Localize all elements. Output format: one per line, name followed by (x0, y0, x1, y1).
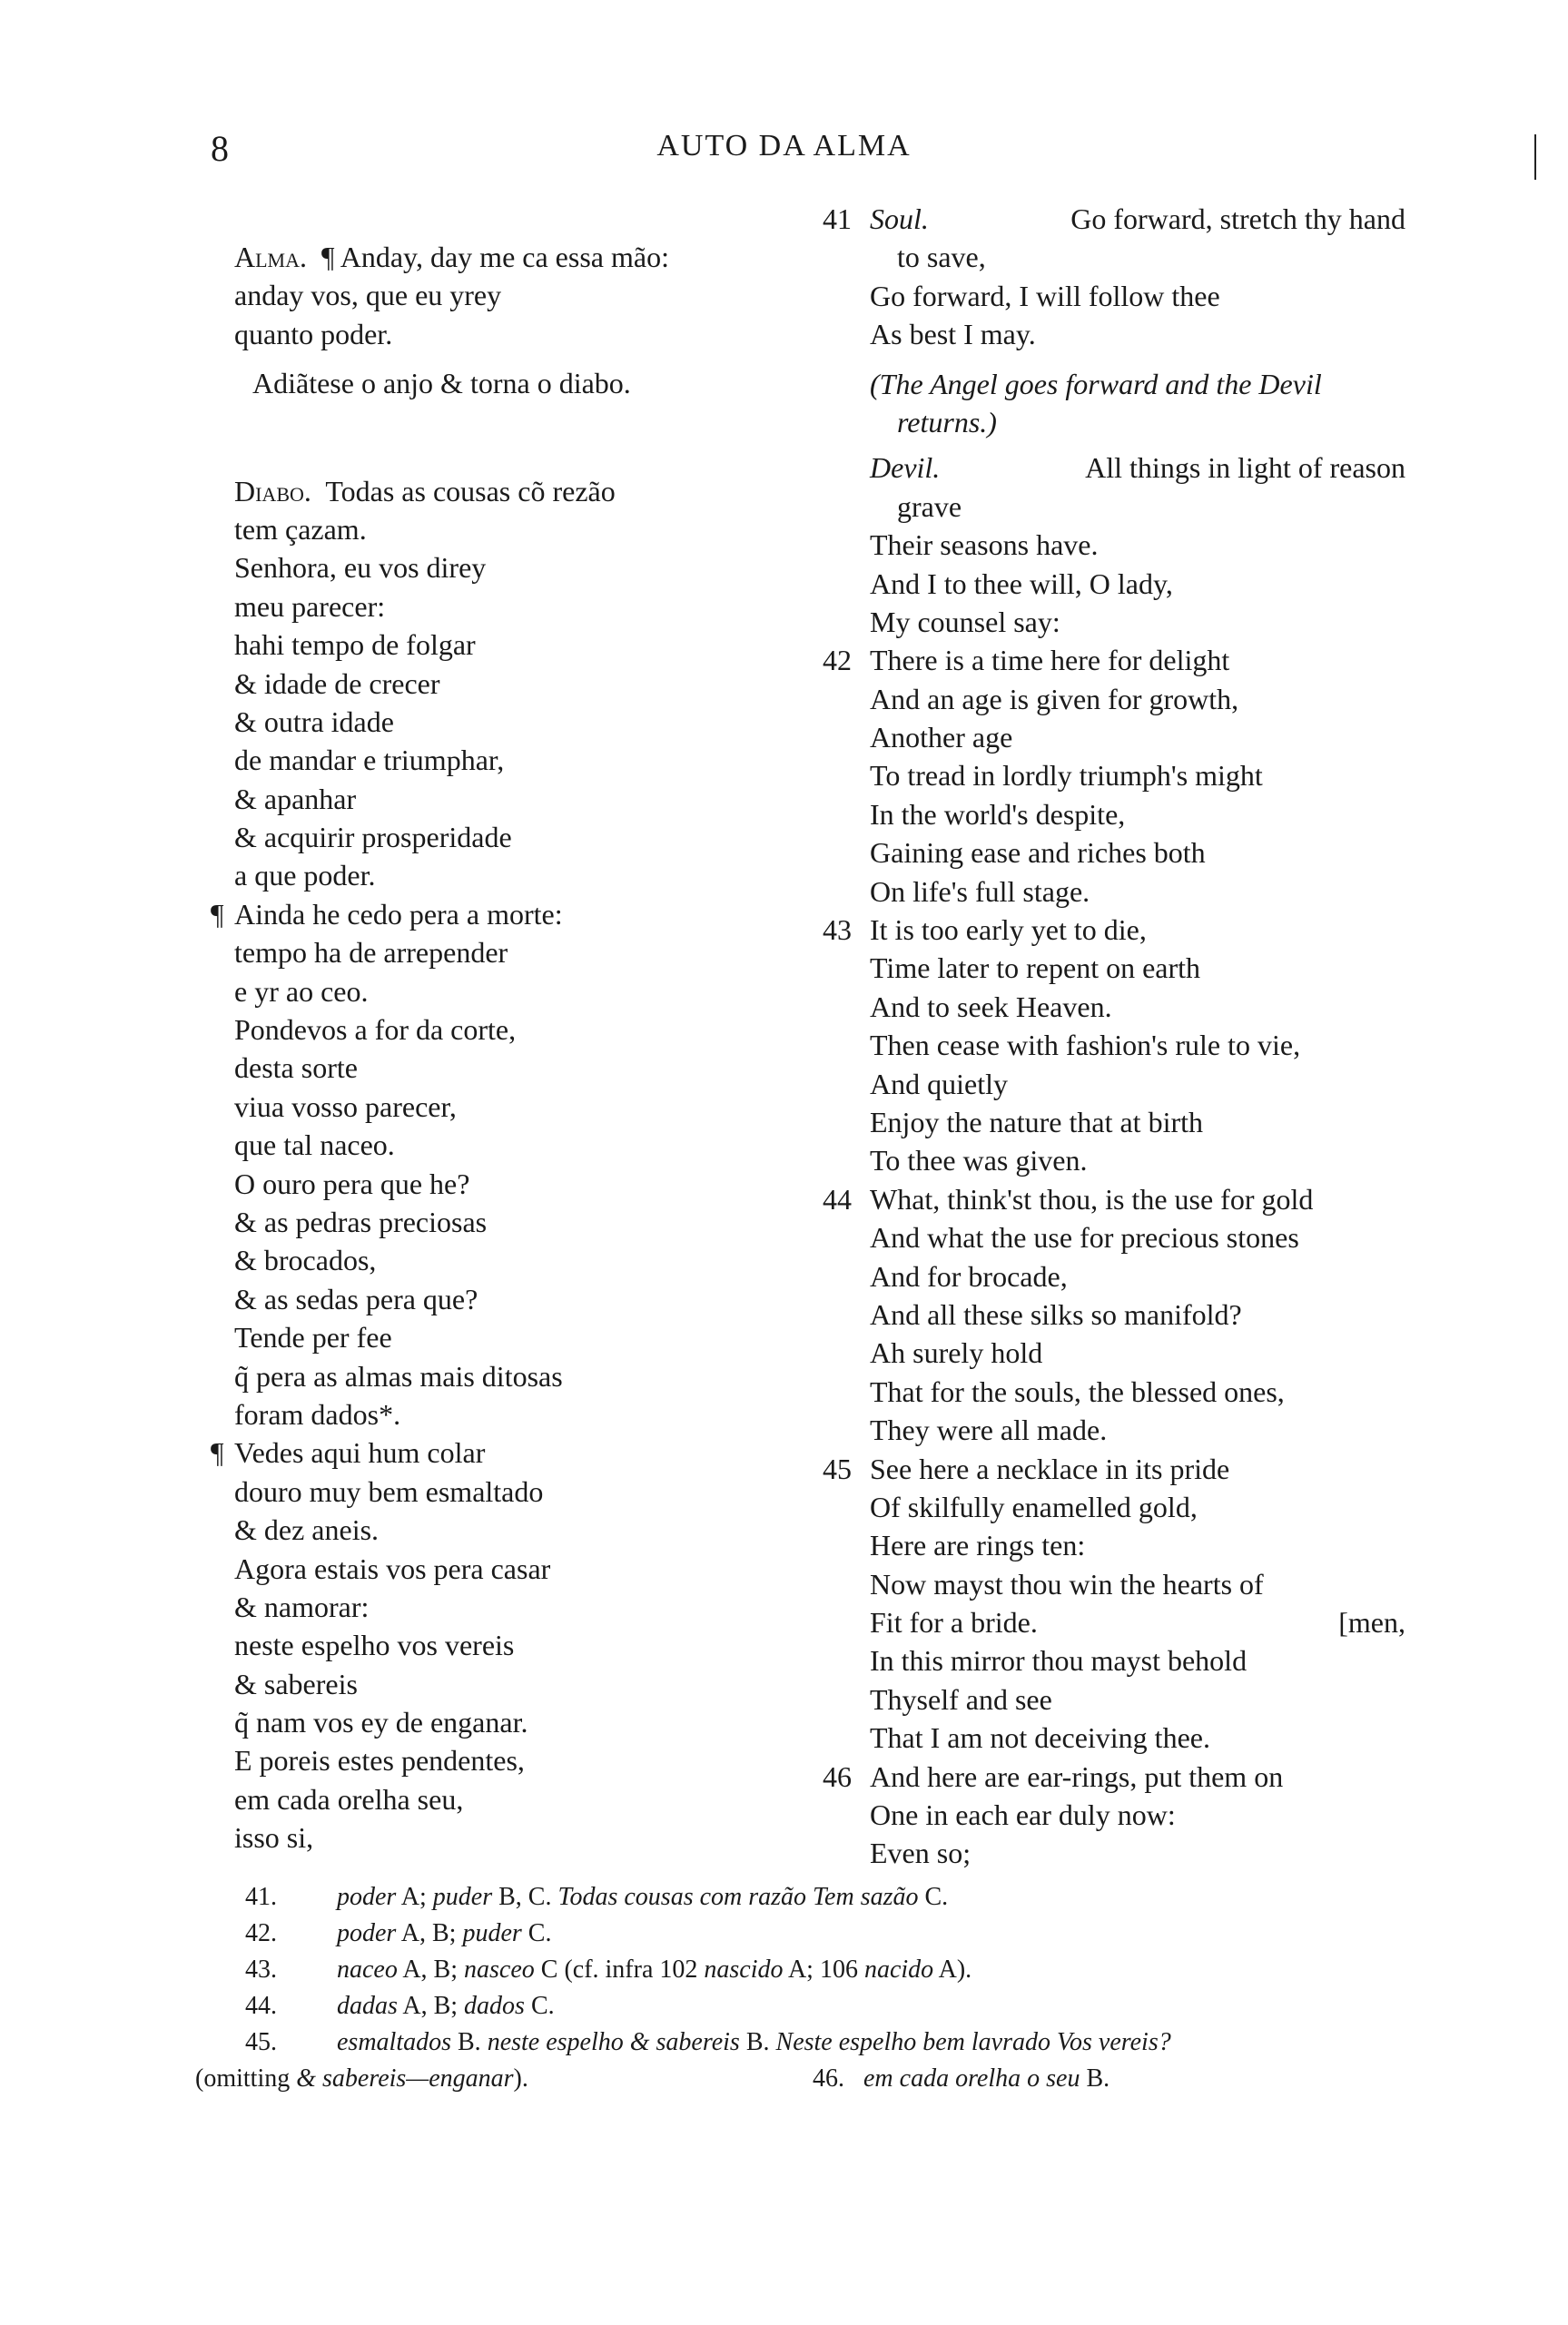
verse-line: de mandar e triumphar, (234, 744, 505, 777)
verse-line: e yr ao ceo. (234, 974, 369, 1008)
footnote-text: A). (933, 1956, 972, 1984)
footnote (195, 2025, 1412, 2061)
verse-line (234, 238, 815, 276)
verse-line: isso si, (234, 1821, 314, 1855)
verse-line: desta sorte (234, 1051, 358, 1085)
verse-line: a que poder. (234, 859, 376, 892)
footnote-text: C. (918, 1883, 949, 1911)
edge-mark (1534, 134, 1536, 180)
footnote-text: C. (521, 1919, 552, 1947)
verse-line (823, 1758, 1405, 1796)
stanza-number: 46 (823, 1759, 852, 1793)
verse-line: anday vos, que eu yrey (234, 279, 502, 312)
footnote (195, 1879, 1412, 1916)
speaker-alma: Alma. (234, 241, 307, 273)
verse-line: And all these silks so manifold? (870, 1297, 1242, 1331)
verse-line: & idade de crecer (234, 666, 440, 700)
verse-line: & dez aneis. (234, 1513, 380, 1547)
footnote-text: esmaltados (337, 2028, 451, 2056)
stanza-number: 44 (823, 1182, 852, 1216)
footnote-text: poder (337, 1883, 397, 1911)
verse-line: & sabereis (234, 1667, 358, 1700)
footnote-number: 46. (813, 2064, 844, 2093)
footnote-text: A, B; (397, 1956, 464, 1984)
verse-line: to save, (897, 241, 986, 274)
verse-text: Go forward, stretch thy hand (1070, 202, 1405, 235)
verse-line: That for the souls, the blessed ones, (870, 1374, 1285, 1408)
verse-line: & acquirir prosperidade (234, 821, 512, 854)
footnote-text: A, B; (397, 1992, 465, 2020)
verse-line: In the world's despite, (870, 797, 1126, 831)
verse-line: And quietly (870, 1067, 1008, 1100)
speaker-soul: Soul. (870, 202, 929, 235)
footnote-text: B. (739, 2028, 776, 2056)
footnote-text: puder (462, 1919, 522, 1947)
verse-line: In this mirror thou mayst behold (870, 1644, 1247, 1678)
verse-line (870, 448, 1405, 487)
verse-line: Gaining ease and riches both (870, 836, 1206, 870)
footnote-text: nacido (863, 1956, 934, 1984)
english-column (823, 200, 1405, 1873)
verse-line: & as sedas pera que? (234, 1282, 478, 1315)
running-title: AUTO DA ALMA (656, 129, 912, 163)
verse-line: E poreis estes pendentes, (234, 1744, 525, 1778)
verse-line: And an age is given for growth, (870, 682, 1239, 715)
verse-line: Tende per fee (234, 1321, 392, 1355)
stage-direction: Adiãtese o anjo & torna o diabo. (252, 367, 631, 400)
footnote-text: C (cf. infra 102 (534, 1956, 705, 1984)
footnote-text: neste espelho & sabereis (487, 2028, 740, 2056)
verse-line: And to seek Heaven. (870, 990, 1112, 1023)
verse-line: And for brocade, (870, 1259, 1068, 1293)
verse-line: My counsel say: (870, 605, 1060, 638)
footnote-text: (omitting (195, 2064, 297, 2093)
turned-word: [men, (1338, 1606, 1405, 1640)
verse-line: quanto poder. (234, 317, 393, 350)
verse-line: & brocados, (234, 1244, 377, 1277)
verse-text: It is too early yet to die, (870, 913, 1147, 947)
footnote (195, 1952, 1412, 1988)
footnote-text: B. (451, 2028, 488, 2056)
pilcrow: ¶ (211, 1436, 224, 1470)
verse-text: What, think'st thou, is the use for gold (870, 1182, 1314, 1216)
verse-line: que tal naceo. (234, 1128, 395, 1162)
footnote-text: puder (432, 1883, 493, 1911)
verse-line (823, 1450, 1405, 1488)
footnote-text: Todas cousas com razão Tem sazão (557, 1883, 919, 1911)
verse-line: foram dados*. (234, 1397, 401, 1431)
footnote-text: poder (337, 1919, 397, 1947)
stage-direction: (The Angel goes forward and the Devil (870, 367, 1322, 400)
verse-line: As best I may. (870, 318, 1036, 351)
verse-line: viua vosso parecer, (234, 1089, 457, 1123)
verse-line: Even so; (870, 1837, 971, 1870)
verse-line (823, 1180, 1405, 1218)
verse-line: And I to thee will, O lady, (870, 566, 1173, 600)
footnote-text: ). (513, 2064, 528, 2093)
verse-line: & as pedras preciosas (234, 1205, 488, 1238)
stage-direction: returns.) (897, 405, 997, 438)
verse-line: Enjoy the nature that at birth (870, 1105, 1203, 1138)
footnote-text: B, C. (492, 1883, 558, 1911)
verse-line: To tread in lordly triumph's might (870, 759, 1263, 793)
verse-line: q̃ nam vos ey de enganar. (234, 1706, 528, 1739)
verse-line: Pondevos a for da corte, (234, 1013, 517, 1047)
footnote-number: 45. (245, 2028, 277, 2056)
footnote-text: A; 106 (783, 1956, 864, 1984)
verse-line: q̃ pera as almas mais ditosas (234, 1359, 563, 1393)
verse-line: O ouro pera que he? (234, 1167, 470, 1200)
verse-line: grave (897, 489, 962, 523)
verse-line: Another age (870, 721, 1013, 754)
verse-text: There is a time here for delight (870, 644, 1230, 677)
verse-line (823, 200, 1405, 238)
verse-line (823, 911, 1405, 949)
footnote-text: dados (464, 1992, 525, 2020)
verse-line: Ah surely hold (870, 1336, 1043, 1370)
verse-line: Thyself and see (870, 1682, 1052, 1716)
speaker-devil: Devil. (870, 451, 941, 485)
footnote-text: & sabereis—enganar (296, 2064, 514, 2093)
verse-line: Time later to repent on earth (870, 951, 1201, 985)
portuguese-column (211, 238, 815, 1857)
footnote-number: 41. (245, 1883, 277, 1911)
verse-line (823, 641, 1405, 679)
verse-line: And what the use for precious stones (870, 1221, 1299, 1255)
stanza-number: 45 (823, 1452, 852, 1485)
pilcrow: ¶ (211, 897, 224, 931)
footnote-text: em cada orelha o seu (863, 2064, 1080, 2093)
verse-line: hahi tempo de folgar (234, 628, 476, 662)
verse-text: Ainda he cedo pera a morte: (234, 897, 563, 931)
verse-line: Senhora, eu vos direy (234, 551, 487, 585)
verse-line: Now mayst thou win the hearts of (870, 1567, 1264, 1601)
verse-text: Vedes aqui hum colar (234, 1436, 486, 1470)
verse-line: Agora estais vos pera casar (234, 1552, 551, 1585)
verse-line (234, 472, 815, 510)
verse-line: One in each ear duly now: (870, 1798, 1176, 1832)
speaker-diabo: Diabo. (234, 474, 311, 507)
verse-line: Go forward, I will follow thee (870, 279, 1220, 312)
stanza-number: 41 (823, 202, 852, 235)
footnote-text: dadas (337, 1992, 398, 2020)
footnote (195, 2061, 1412, 2097)
verse-text: See here a necklace in its pride (870, 1452, 1230, 1485)
verse-line: Then cease with fashion's rule to vie, (870, 1029, 1301, 1062)
verse-line: meu parecer: (234, 589, 386, 623)
verse-line: tempo ha de arrepender (234, 936, 508, 970)
verse-line: tem çazam. (234, 512, 367, 546)
footnote (195, 1988, 1412, 2025)
footnote-number: 44. (245, 1992, 277, 2020)
verse-line: & apanhar (234, 782, 357, 815)
footnotes (195, 1879, 1412, 2097)
verse-line: Of skilfully enamelled gold, (870, 1490, 1198, 1523)
verse-line: neste espelho vos vereis (234, 1629, 515, 1662)
footnote-46 (813, 2061, 1109, 2097)
verse-line: & outra idade (234, 704, 394, 738)
verse-text: Fit for a bride. (870, 1606, 1038, 1640)
footnote (195, 1916, 1412, 1952)
footnote-text: C. (524, 1992, 555, 2020)
verse-line: On life's full stage. (870, 874, 1090, 908)
verse-text: Anday, day me ca essa mão: (340, 241, 669, 273)
footnote-text: nasceo (464, 1956, 535, 1984)
footnote-text: A, B; (396, 1919, 463, 1947)
page-number: 8 (211, 128, 229, 169)
footnote-text: B. (1080, 2064, 1110, 2093)
verse-line: Their seasons have. (870, 528, 1099, 562)
verse-text: Todas as cousas cõ rezão (325, 474, 616, 507)
verse-line: em cada orelha seu, (234, 1782, 464, 1816)
verse-line: Here are rings ten: (870, 1529, 1086, 1562)
footnote-text: A; (396, 1883, 433, 1911)
footnote-text: nascido (704, 1956, 784, 1984)
footnote-text: naceo (337, 1956, 398, 1984)
footnote-number: 42. (245, 1919, 277, 1947)
verse-line: They were all made. (870, 1414, 1108, 1447)
verse-line (211, 895, 815, 933)
verse-text: And here are ear-rings, put them on (870, 1759, 1284, 1793)
footnote-number: 43. (245, 1956, 277, 1984)
verse-line: To thee was given. (870, 1144, 1088, 1177)
stanza-number: 42 (823, 644, 852, 677)
verse-line (211, 1433, 815, 1472)
verse-line (870, 1603, 1405, 1641)
pilcrow: ¶ (321, 241, 335, 273)
verse-line: & namorar: (234, 1590, 370, 1623)
stanza-number: 43 (823, 913, 852, 947)
verse-line: douro muy bem esmaltado (234, 1474, 544, 1508)
verse-text: All things in light of reason (1085, 451, 1405, 485)
footnote-text: Neste espelho bem lavrado Vos vereis? (775, 2028, 1171, 2056)
verse-line: That I am not deceiving thee. (870, 1721, 1210, 1755)
